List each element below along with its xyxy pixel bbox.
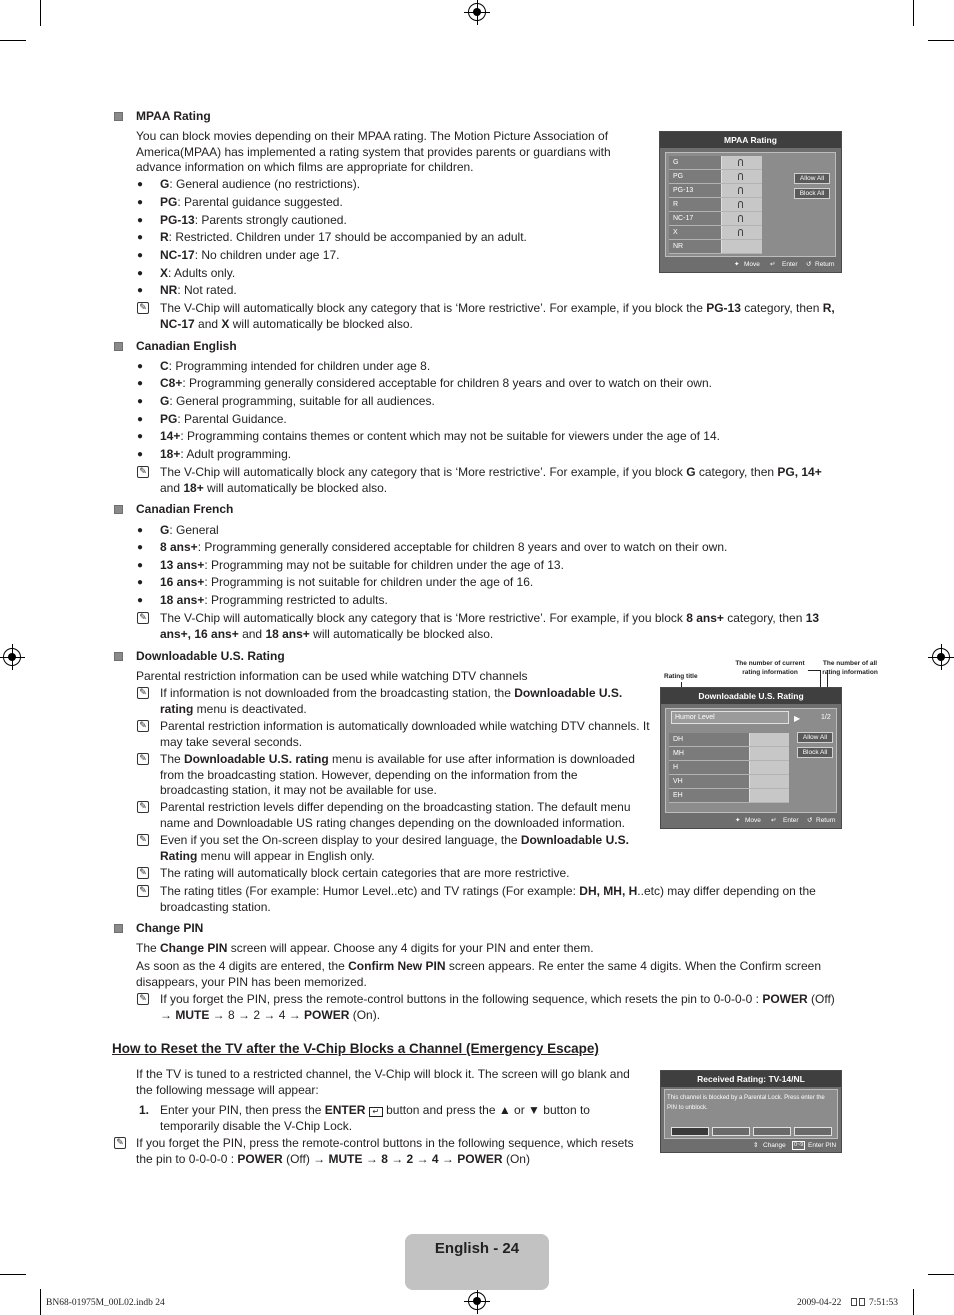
canadian-french-note: The V-Chip will automatically block any category that is ‘More restrictive’. For example, if you block 8 ans+ category, then 13 ans+, 16 ans+ and 18 ans+ will automatically be blocked also. — [160, 611, 820, 641]
list-item: ● 13 ans+: Programming may not be suitable for children under the age of 13. — [160, 558, 564, 574]
registration-mark-icon — [3, 648, 21, 666]
screen-footer: ✦ Move ↵ Enter ↺ Return — [660, 258, 841, 272]
screen-footer: ⇕ Change 0~9 Enter PIN — [661, 1139, 841, 1152]
note-icon: ✎ — [137, 867, 149, 879]
section-bullet-icon — [114, 924, 123, 933]
return-icon: ↺ — [807, 817, 813, 824]
list-item: ● C8+: Programming generally considered acceptable for children 8 years and over to watch on their own. — [160, 376, 712, 392]
block-all-button[interactable]: Block All — [794, 188, 830, 199]
screen-panel — [664, 1089, 838, 1139]
print-time: 7:51:53 — [869, 1298, 899, 1308]
list-item: ● G: General audience (no restrictions). — [160, 177, 360, 193]
received-rating-screen — [660, 1070, 842, 1153]
screen-title: Downloadable U.S. Rating — [661, 688, 841, 704]
rating-row[interactable]: NR — [669, 240, 762, 254]
downloadable-rating-screen — [660, 687, 842, 829]
list-item: ● 8 ans+: Programming generally considered acceptable for children 8 years and over to watch on their own. — [160, 540, 727, 556]
lock-icon — [738, 229, 743, 236]
note-icon: ✎ — [137, 720, 149, 732]
page-indicator: 1/2 — [821, 714, 831, 721]
annotation-current-count: The number of current rating information — [735, 660, 805, 676]
mpaa-note: The V-Chip will automatically block any category that is ‘More restrictive’. For example, if you block the PG-13 category, then R, NC-17 and X will automatically be blocked also. — [160, 301, 835, 331]
return-icon: ↺ — [806, 261, 812, 268]
lock-icon — [738, 187, 743, 194]
rating-row[interactable]: EH — [669, 789, 789, 803]
list-item: ● 18+: Adult programming. — [160, 447, 291, 463]
crop-mark — [913, 1289, 914, 1315]
move-icon: ✦ — [734, 261, 740, 268]
downloadable-note-7: The rating titles (For example: Humor Level..etc) and TV ratings (For example: DH, MH, H..etc) may differ depending on the broadcasting station. — [160, 884, 816, 914]
rating-row[interactable]: PG-13 — [669, 184, 762, 198]
emergency-title: How to Reset the TV after the V-Chip Blocks a Channel (Emergency Escape) — [112, 1041, 599, 1056]
note-icon: ✎ — [137, 885, 149, 897]
list-item: ● 14+: Programming contains themes or content which may not be suitable for viewers under the age of 14. — [160, 429, 720, 445]
list-item: ● PG: Parental Guidance. — [160, 412, 287, 428]
note-icon: ✎ — [137, 302, 149, 314]
list-item: ● R: Restricted. Children under 17 should be accompanied by an adult. — [160, 230, 527, 246]
screen-footer: ✦ Move ↵ Enter ↺ Return — [661, 814, 841, 828]
change-pin-note: If you forget the PIN, press the remote-control buttons in the following sequence, which resets the pin to 0-0-0-0 : POWER (Off) → MUTE → 8 → 2 → 4 → POWER (On). — [160, 992, 835, 1022]
file-info: BN68-01975M_00L02.indb 24 — [46, 1298, 165, 1308]
list-item: ● PG-13: Parents strongly cautioned. — [160, 213, 347, 229]
allow-all-button[interactable]: Allow All — [794, 173, 830, 184]
rating-row[interactable]: PG — [669, 170, 762, 184]
rating-row[interactable]: NC-17 — [669, 212, 762, 226]
registration-mark-icon — [468, 3, 486, 21]
mpaa-heading: MPAA Rating — [136, 109, 211, 123]
list-item: ● PG: Parental guidance suggested. — [160, 195, 343, 211]
arrow-right-icon[interactable]: ▶ — [794, 714, 801, 723]
note-icon: ✎ — [137, 753, 149, 765]
screen-title: Received Rating: TV-14/NL — [661, 1071, 841, 1087]
note-icon: ✎ — [137, 801, 149, 813]
change-pin-p2: As soon as the 4 digits are entered, the Confirm New PIN screen appears. Re enter the same 4 digits. When the Confirm screen disappears, your PIN has been memorized. — [136, 959, 821, 989]
downloadable-note-6: The rating will automatically block certain categories that are more restrictive. — [160, 866, 570, 880]
page-label: English - 24 — [434, 1240, 520, 1257]
note-icon: ✎ — [137, 993, 149, 1005]
registration-mark-icon — [932, 648, 950, 666]
lock-icon — [738, 215, 743, 222]
list-item: ● NC-17: No children under age 17. — [160, 248, 339, 264]
move-icon: ✦ — [735, 817, 741, 824]
section-bullet-icon — [114, 505, 123, 514]
rating-row[interactable]: G — [669, 156, 762, 170]
note-icon: ✎ — [137, 687, 149, 699]
rating-row[interactable]: R — [669, 198, 762, 212]
screen-panel — [665, 152, 836, 257]
emergency-intro: If the TV is tuned to a restricted channel, the V-Chip will block it. The screen will go blank and the following message will appear: — [136, 1067, 630, 1097]
crop-mark — [0, 40, 26, 41]
emergency-note: If you forget the PIN, press the remote-control buttons in the following sequence, which resets the pin to 0-0-0-0 : POWER (Off) → MUTE → 8 → 2 → 4 → POWER (On) — [136, 1136, 634, 1166]
enter-icon: ↵ — [771, 817, 777, 824]
pin-digit-field[interactable] — [712, 1127, 750, 1136]
note-icon: ✎ — [114, 1137, 126, 1149]
rating-title-field[interactable]: Humor Level — [671, 711, 789, 724]
downloadable-intro: Parental restriction information can be used while watching DTV channels — [136, 669, 528, 683]
downloadable-note-3: The Downloadable U.S. rating menu is available for use after information is downloaded from the broadcasting station. However, depending on the information from the broadcasting station, it may not be available for use. — [160, 752, 635, 797]
pin-digit-field[interactable] — [671, 1127, 709, 1136]
canadian-english-heading: Canadian English — [136, 339, 237, 353]
glyph-box — [851, 1298, 857, 1306]
annotation-total-count: The number of all rating information — [822, 660, 878, 676]
crop-mark — [913, 0, 914, 26]
canadian-french-heading: Canadian French — [136, 502, 234, 516]
enter-key-icon: ↵ — [369, 1107, 383, 1117]
allow-all-button[interactable]: Allow All — [797, 732, 833, 743]
print-date: 2009-04-22 — [797, 1298, 842, 1308]
mpaa-rating-screen — [659, 131, 842, 273]
crop-mark — [928, 1274, 954, 1275]
rating-row[interactable]: MH — [669, 747, 789, 761]
section-bullet-icon — [114, 652, 123, 661]
screen-title: MPAA Rating — [660, 132, 841, 148]
rating-row[interactable]: X — [669, 226, 762, 240]
annotation-rating-title: Rating title — [664, 673, 698, 680]
glyph-box — [859, 1298, 865, 1306]
change-pin-heading: Change PIN — [136, 921, 204, 935]
downloadable-note-5: Even if you set the On-screen display to your desired language, the Downloadable U.S. Rating menu will appear in English only. — [160, 833, 629, 863]
lock-icon — [738, 173, 743, 180]
emergency-step-1: Enter your PIN, then press the ENTER ↵ button and press the ▲ or ▼ button to temporarily disable the V-Chip Lock. — [160, 1103, 590, 1133]
list-item: ● X: Adults only. — [160, 266, 235, 282]
list-item: ● 16 ans+: Programming is not suitable for children under the age of 16. — [160, 575, 533, 591]
section-bullet-icon — [114, 112, 123, 121]
list-item: ● G: General — [160, 523, 219, 539]
mpaa-intro: You can block movies depending on their MPAA rating. The Motion Picture Association of America(MPAA) has implemented a rating system that provides parents or guardians with advance information on which films are appropriate for children. — [136, 129, 611, 174]
crop-mark — [928, 40, 954, 41]
enter-icon: ↵ — [770, 261, 776, 268]
note-icon: ✎ — [137, 612, 149, 624]
rating-row[interactable]: VH — [669, 775, 789, 789]
section-bullet-icon — [114, 342, 123, 351]
pin-digit-field[interactable] — [794, 1127, 832, 1136]
downloadable-note-1: If information is not downloaded from the broadcasting station, the Downloadable U.S. rating menu is deactivated. — [160, 686, 623, 716]
downloadable-note-4: Parental restriction levels differ depending on the broadcasting station. The default menu name and Downloadable US rating changes depending on the downloaded information. — [160, 800, 631, 830]
pin-digit-field[interactable] — [753, 1127, 791, 1136]
change-pin-p1: The Change PIN screen will appear. Choose any 4 digits for your PIN and enter them. — [136, 941, 594, 955]
registration-mark-icon — [468, 1292, 486, 1310]
lock-icon — [738, 159, 743, 166]
blocked-message: This channel is blocked by a Parental Lock. Press enter the PIN to unblock. — [667, 1095, 825, 1111]
crop-mark — [40, 1289, 41, 1315]
list-item: ● C: Programming intended for children under age 8. — [160, 359, 430, 375]
block-all-button[interactable]: Block All — [797, 747, 833, 758]
note-icon: ✎ — [137, 834, 149, 846]
rating-row[interactable]: H — [669, 761, 789, 775]
canadian-english-note: The V-Chip will automatically block any category that is ‘More restrictive’. For example, if you block G category, then PG, 14+ and 18+ will automatically be blocked also. — [160, 465, 822, 495]
downloadable-note-2: Parental restriction information is automatically downloaded while watching DTV channels. It may take several seconds. — [160, 719, 650, 749]
note-icon: ✎ — [137, 466, 149, 478]
number-keys-icon: 0~9 — [794, 1142, 804, 1148]
lock-icon — [738, 201, 743, 208]
list-item: ● 18 ans+: Programming restricted to adults. — [160, 593, 388, 609]
crop-mark — [0, 1274, 26, 1275]
step-number: 1. — [139, 1103, 150, 1117]
screen-panel — [665, 708, 837, 813]
rating-row[interactable]: DH — [669, 733, 789, 747]
downloadable-heading: Downloadable U.S. Rating — [136, 649, 285, 663]
list-item: ● G: General programming, suitable for all audiences. — [160, 394, 435, 410]
crop-mark — [40, 0, 41, 26]
up-down-icon: ⇕ — [753, 1142, 759, 1149]
list-item: ● NR: Not rated. — [160, 283, 237, 299]
